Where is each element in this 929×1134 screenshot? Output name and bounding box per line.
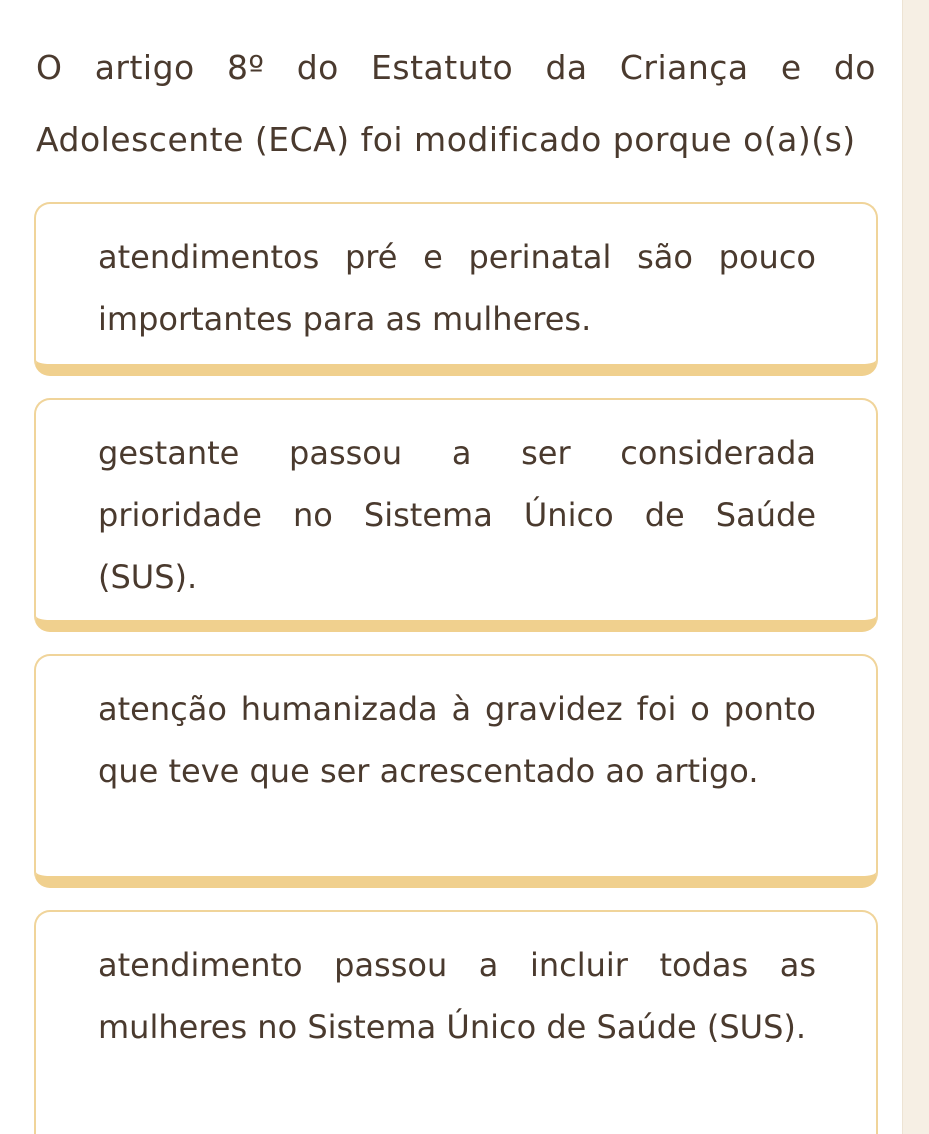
answer-option-1[interactable]: atendimentos pré e perinatal são pouco importantes para as mulheres. [34,202,878,376]
answer-option-4[interactable]: atendimento passou a incluir todas as mulheres no Sistema Único de Saúde (SUS). [34,910,878,1134]
answer-option-2[interactable]: gestante passou a ser considerada prioridade no Sistema Único de Saúde (SUS). [34,398,878,632]
answer-option-3[interactable]: atenção humanizada à gravidez foi o ponto que teve que ser acrescentado ao artigo. [34,654,878,888]
answer-options [34,202,878,1134]
scrollbar-track[interactable] [902,0,929,1134]
question-text: O artigo 8º do Estatuto da Criança e do Adolescente (ECA) foi modificado porque o(a)(s) [36,48,876,159]
